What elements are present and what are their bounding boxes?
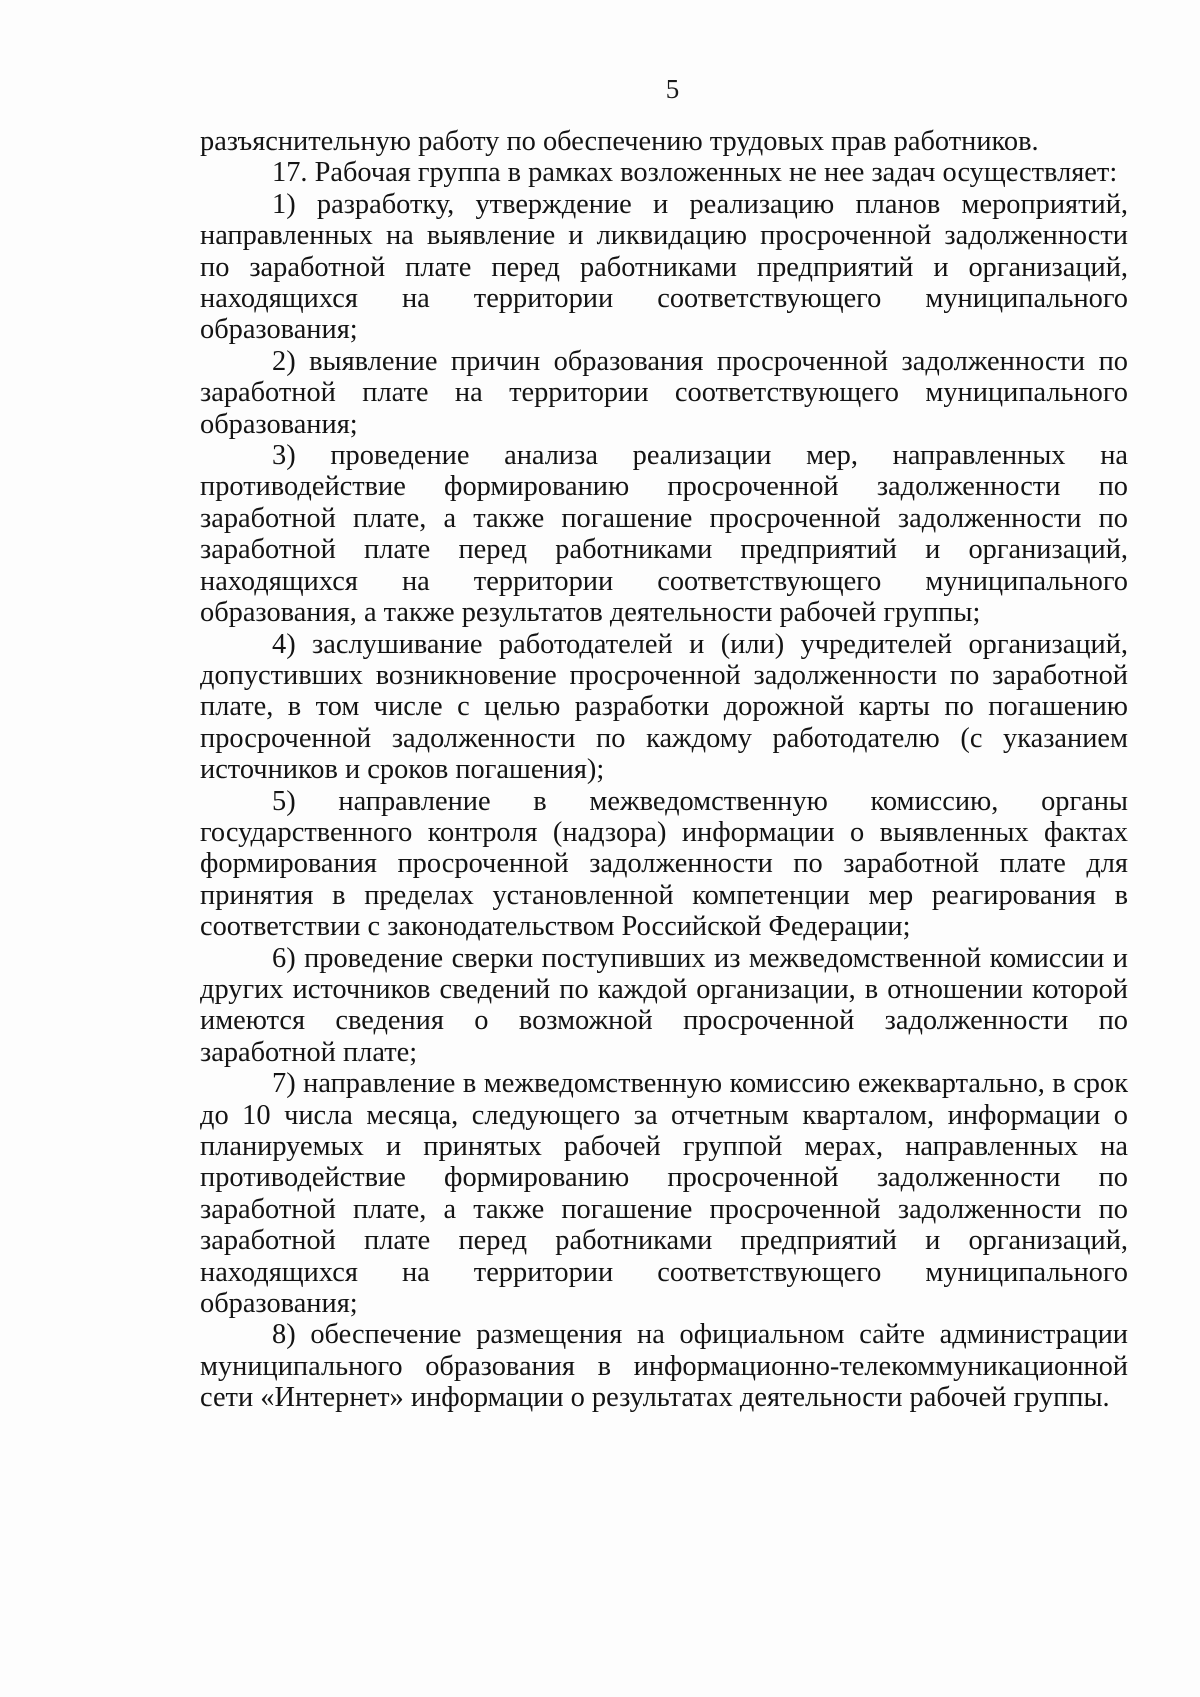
list-item-3: 3) проведение анализа реализации мер, направленных на противодействие формированию просроченной задолженности по заработной плате, а также погашение просроченной задолженности по заработной плате перед работниками предприятий и организаций, находящихся на территории соответствующего муниципального образования, а также результатов деятельности рабочей группы; (200, 440, 1128, 629)
list-item-5: 5) направление в межведомственную комиссию, органы государственного контроля (надзора) информации о выявленных фактах формирования просроченной задолженности по заработной плате для принятия в пределах установленной компетенции мер реагирования в соответствии с законодательством Российской Федерации; (200, 785, 1128, 943)
paragraph-continuation: разъяснительную работу по обеспечению трудовых прав работников. (200, 126, 1039, 157)
list-item-1: 1) разработку, утверждение и реализацию планов мероприятий, направленных на выявление и ликвидацию просроченной задолженности по заработной плате перед работниками предприятий и организаций, находящихся на территории соответствующего муниципального образования; (200, 188, 1128, 346)
list-item-8: 8) обеспечение размещения на официальном сайте администрации муниципального образования в информационно-телекоммуникационной сети «Интернет» информации о результатах деятельности рабочей группы. (200, 1319, 1128, 1414)
list-item-4: 4) заслушивание работодателей и (или) учредителей организаций, допустивших возникновение просроченной задолженности по заработной плате, в том числе с целью разработки дорожной карты по погашению просроченной задолженности по каждому работодателю (с указанием источников и сроков погашения); (200, 628, 1128, 786)
page-number: 5 (665, 74, 680, 104)
paragraph-item-17: 17. Рабочая группа в рамках возложенных не нее задач осуществляет: (272, 157, 1118, 189)
document-body (200, 126, 1128, 1414)
list-item-7: 7) направление в межведомственную комиссию ежеквартально, в срок до 10 числа месяца, следующего за отчетным кварталом, информации о планируемых и принятых рабочей группой мерах, направленных на противодействие формированию просроченной задолженности по заработной плате, а также погашение просроченной задолженности по заработной плате перед работниками предприятий и организаций, находящихся на территории соответствующего муниципального образования; (200, 1068, 1128, 1320)
list-item-2: 2) выявление причин образования просроченной задолженности по заработной плате на территории соответствующего муниципального образования; (200, 345, 1128, 440)
list-item-6: 6) проведение сверки поступивших из межведомственной комиссии и других источников сведений по каждой организации, в отношении которой имеются сведения о возможной просроченной задолженности по заработной плате; (200, 942, 1128, 1068)
